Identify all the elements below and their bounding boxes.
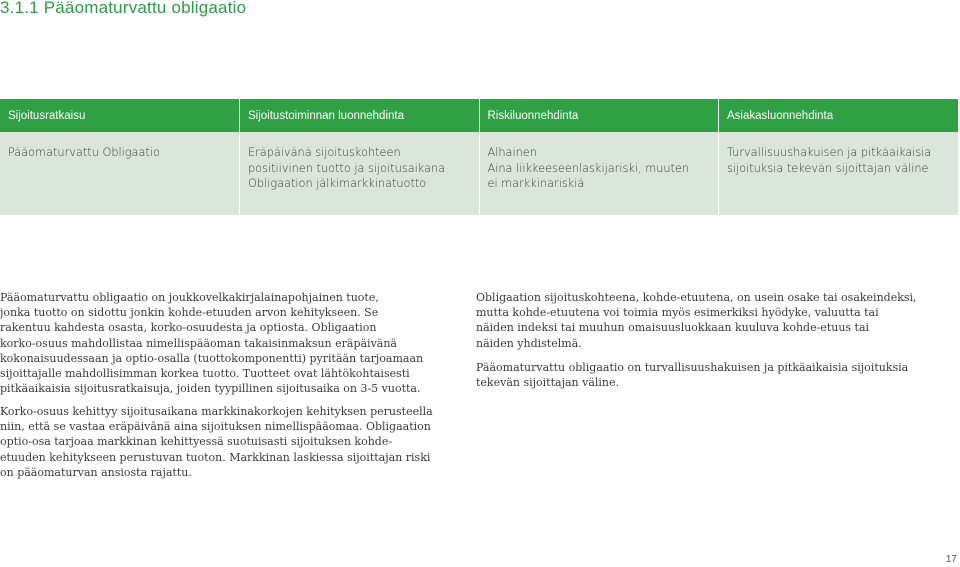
text-line: näiden yhdistelmä. [476, 336, 582, 350]
text-line: optio-osa tarjoaa markkinan kehittyessä suotuisasti sijoituksen kohde- [0, 435, 393, 449]
text-line: näiden indeksi tai muuhun omaisuusluokkaan kuuluva kohde-etuus tai [476, 321, 870, 335]
table-header: Asiakasluonnehdinta [719, 99, 959, 132]
text-line: mutta kohde-etuutena voi toimia myös esimerkiksi hyödyke, valuutta tai [476, 306, 879, 320]
cell-line: Aina liikkeeseenlaskijariski, muuten [487, 161, 690, 175]
table-cell-risk [479, 132, 719, 215]
cell-line: sijoituksia tekevän sijoittajan väline [727, 161, 929, 175]
cell-line: Obligaation jälkimarkkinatuotto [248, 177, 427, 190]
text-line: Pääomaturvattu obligaatio on turvallisuushakuisen ja pitkäaikaisia sijoituksia [476, 361, 909, 374]
right-paragraph-1 [476, 290, 917, 351]
table-header: Sijoitusratkaisu [0, 99, 240, 132]
text-line: on pääomaturvan ansiosta rajattu. [0, 465, 192, 479]
text-line: rakentuu kahdesta osasta, korko-osuudesta ja optiosta. Obligaation [0, 321, 377, 335]
text-line: korko-osuus mahdollistaa nimellispääoman takaisinmaksun eräpäivänä [0, 336, 397, 350]
text-line: pitkäaikaisia sijoitusratkaisuja, joiden tyypillinen sijoitusaika on 3-5 vuotta. [0, 382, 421, 396]
cell-line: Turvallisuushakuisen ja pitkäaikaisia [727, 146, 932, 159]
text-line: Korko-osuus kehittyy sijoitusaikana markkinakorkojen kehityksen perusteella [0, 405, 433, 418]
text-line: etuuden kehitykseen perustuvan tuoton. Markkinan laskiessa sijoittajan riski [0, 450, 431, 464]
table-row [0, 132, 958, 215]
text-line: Obligaation sijoituskohteena, kohde-etuutena, on usein osake tai osakeindeksi, [476, 291, 917, 304]
text-line: tekevän sijoittajan väline. [476, 376, 620, 390]
cell-line: ei markkinariskiä [487, 177, 585, 190]
table-cell-solution [0, 132, 240, 215]
text-line: jonka tuotto on sidottu jonkin kohde-etuuden arvon kehitykseen. Se [0, 306, 379, 320]
left-paragraph-1 [0, 290, 423, 396]
text-line: Pääomaturvattu obligaatio on joukkovelkakirjalainapohjainen tuote, [0, 291, 379, 304]
text-line: kokonaisuudessaan ja optio-osalla (tuottokomponentti) pyritään tarjoamaan [0, 351, 424, 365]
right-paragraph-2 [476, 360, 908, 390]
table-header: Riskiluonnehdinta [479, 99, 719, 132]
cell-line: positiivinen tuotto ja sijoitusaikana [248, 161, 446, 175]
cell-line: Pääomaturvattu Obligaatio [8, 146, 160, 159]
page-number: 17 [945, 554, 957, 565]
left-paragraph-2 [0, 404, 433, 480]
cell-line: Alhainen [487, 146, 537, 159]
text-line: niin, että se vastaa eräpäivänä aina sijoituksen nimellispääomaa. Obligaation [0, 420, 431, 434]
investment-summary-table [0, 99, 958, 215]
table-cell-customer [719, 132, 959, 215]
section-heading: 3.1.1 Pääomaturvattu obligaatio [0, 0, 247, 17]
cell-line: Eräpäivänä sijoituskohteen [248, 146, 401, 159]
text-line: sijoittajalle mahdollisimman korkea tuotto. Tuotteet ovat lähtökohtaisesti [0, 367, 410, 381]
table-cell-investment-activity [240, 132, 480, 215]
table-header-row [0, 99, 958, 132]
table-header: Sijoitustoiminnan luonnehdinta [240, 99, 480, 132]
